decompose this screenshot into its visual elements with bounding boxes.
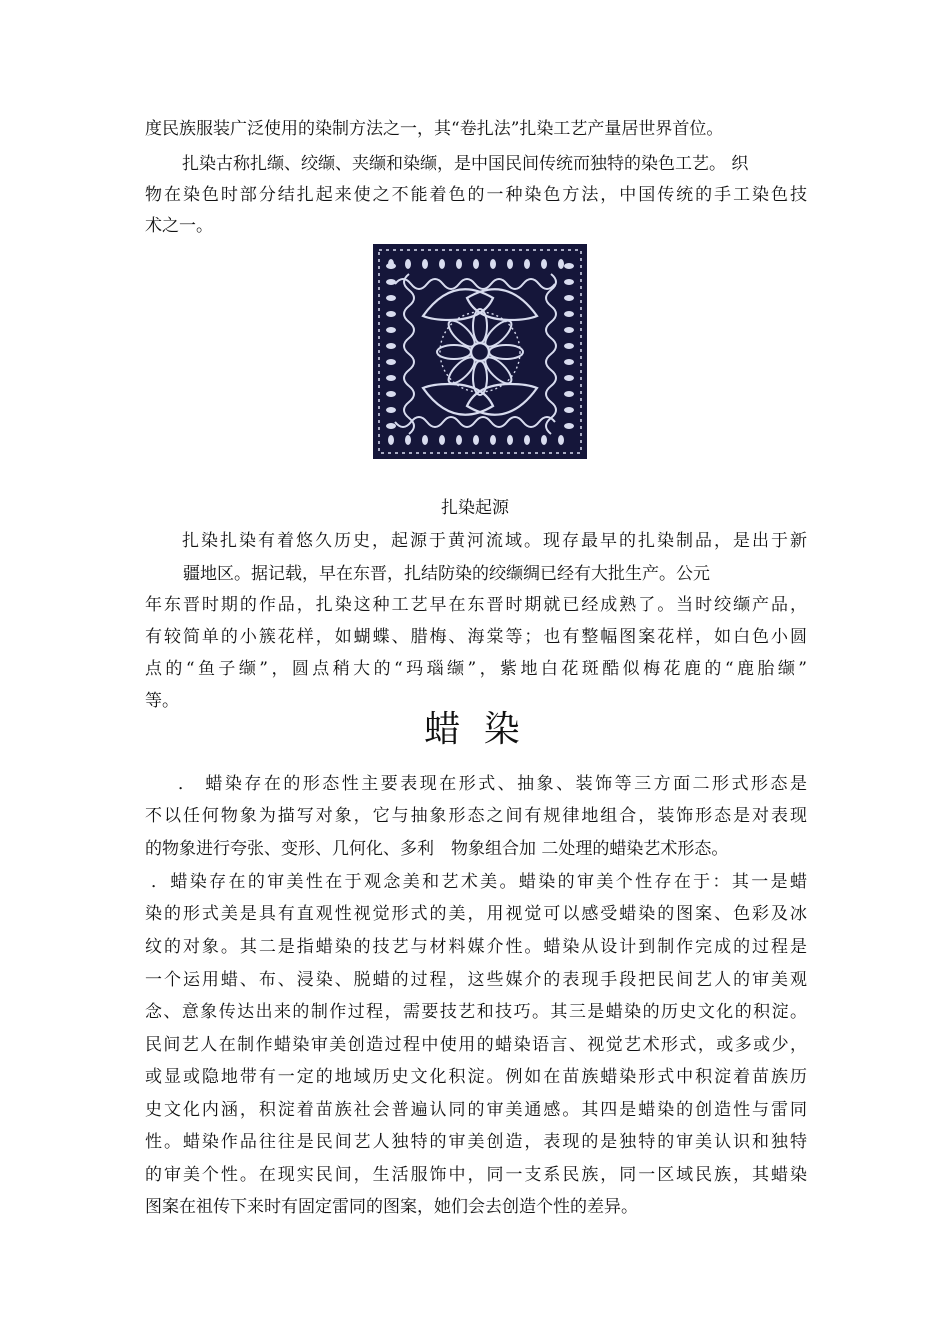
intro-line-2: 扎染古称扎缬、绞缬、夹缬和染缬，是中国民间传统而独特的染色工艺。 织 [182,154,749,174]
origin-line-2: 疆地区。据记载，早在东晋，扎结防染的绞缬绸已经有大批生产。公元 [183,564,710,584]
batik-p2-line-4: 一个运用蜡、布、浸染、脱蜡的过程，这些媒介的表现手段把民间艺人的审美观 [145,970,807,990]
origin-line-3: 年东晋时期的作品，扎染这种工艺早在东晋时期就已经成熟了。当时绞缬产品， [145,595,807,615]
intro-line-1: 度民族服装广泛使用的染制方法之一，其“卷扎法”扎染工艺产量居世界首位。 [145,119,724,139]
batik-p2-line-11: 图案在祖传下来时有固定雷同的图案，她们会去创造个性的差异。 [145,1197,638,1217]
batik-p2-line-3: 纹的对象。其二是指蜡染的技艺与材料媒介性。蜡染从设计到制作完成的过程是 [145,937,807,957]
batik-p2-line-10: 的审美个性。在现实民间，生活服饰中，同一支系民族，同一区域民族，其蜡染 [145,1165,807,1185]
batik-p2-line-8: 史文化内涵，积淀着苗族社会普遍认同的审美通感。其四是蜡染的创造性与雷同 [145,1100,807,1120]
figure-caption: 扎染起源 [441,498,509,518]
batik-p2-line-6: 民间艺人在制作蜡染审美创造过程中使用的蜡染语言、视觉艺术形式，或多或少， [145,1035,807,1055]
batik-p2-line-2: 染的形式美是具有直观性视觉形式的美，用视觉可以感受蜡染的图案、色彩及冰 [145,904,807,924]
batik-p2-line-5: 念、意象传达出来的制作过程，需要技艺和技巧。其三是蜡染的历史文化的积淀。 [145,1002,807,1022]
origin-line-1: 扎染扎染有着悠久历史，起源于黄河流域。现存最早的扎染制品，是出于新 [182,531,807,551]
batik-p1-line-3: 的物象进行夸张、变形、几何化、多利 物象组合加 二处理的蜡染艺术形态。 [145,839,729,859]
origin-line-4: 有较简单的小簇花样，如蝴蝶、腊梅、海棠等；也有整幅图案花样，如白色小圆 [145,627,807,647]
batik-p1-line-1: ． 蜡染存在的形态性主要表现在形式、抽象、装饰等三方面二形式形态是 [178,774,807,794]
intro-line-4: 术之一。 [145,216,213,236]
batik-p1-line-2: 不以任何物象为描写对象，它与抽象形态之间有规律地组合，装饰形态是对表现 [145,806,807,826]
batik-p2-line-9: 性。蜡染作品往往是民间艺人独特的审美创造，表现的是独特的审美认识和独特 [145,1132,807,1152]
batik-p2-line-1: ．蜡染存在的审美性在于观念美和艺术美。蜡染的审美个性存在于：其一是蜡 [151,872,807,892]
intro-line-3: 物在染色时部分结扎起来使之不能着色的一种染色方法，中国传统的手工染色技 [145,185,807,205]
origin-line-6: 等。 [145,691,179,711]
tie-dye-fish-flower-pattern-icon [373,244,587,459]
section-heading-batik: 蜡 染 [424,709,526,750]
origin-line-5: 点的“鱼子缬”，圆点稍大的“玛瑙缬”，紫地白花斑酷似梅花鹿的“鹿胎缬” [145,659,807,679]
tie-dye-image [373,244,587,459]
batik-p2-line-7: 或显或隐地带有一定的地域历史文化积淀。例如在苗族蜡染形式中积淀着苗族历 [145,1067,807,1087]
